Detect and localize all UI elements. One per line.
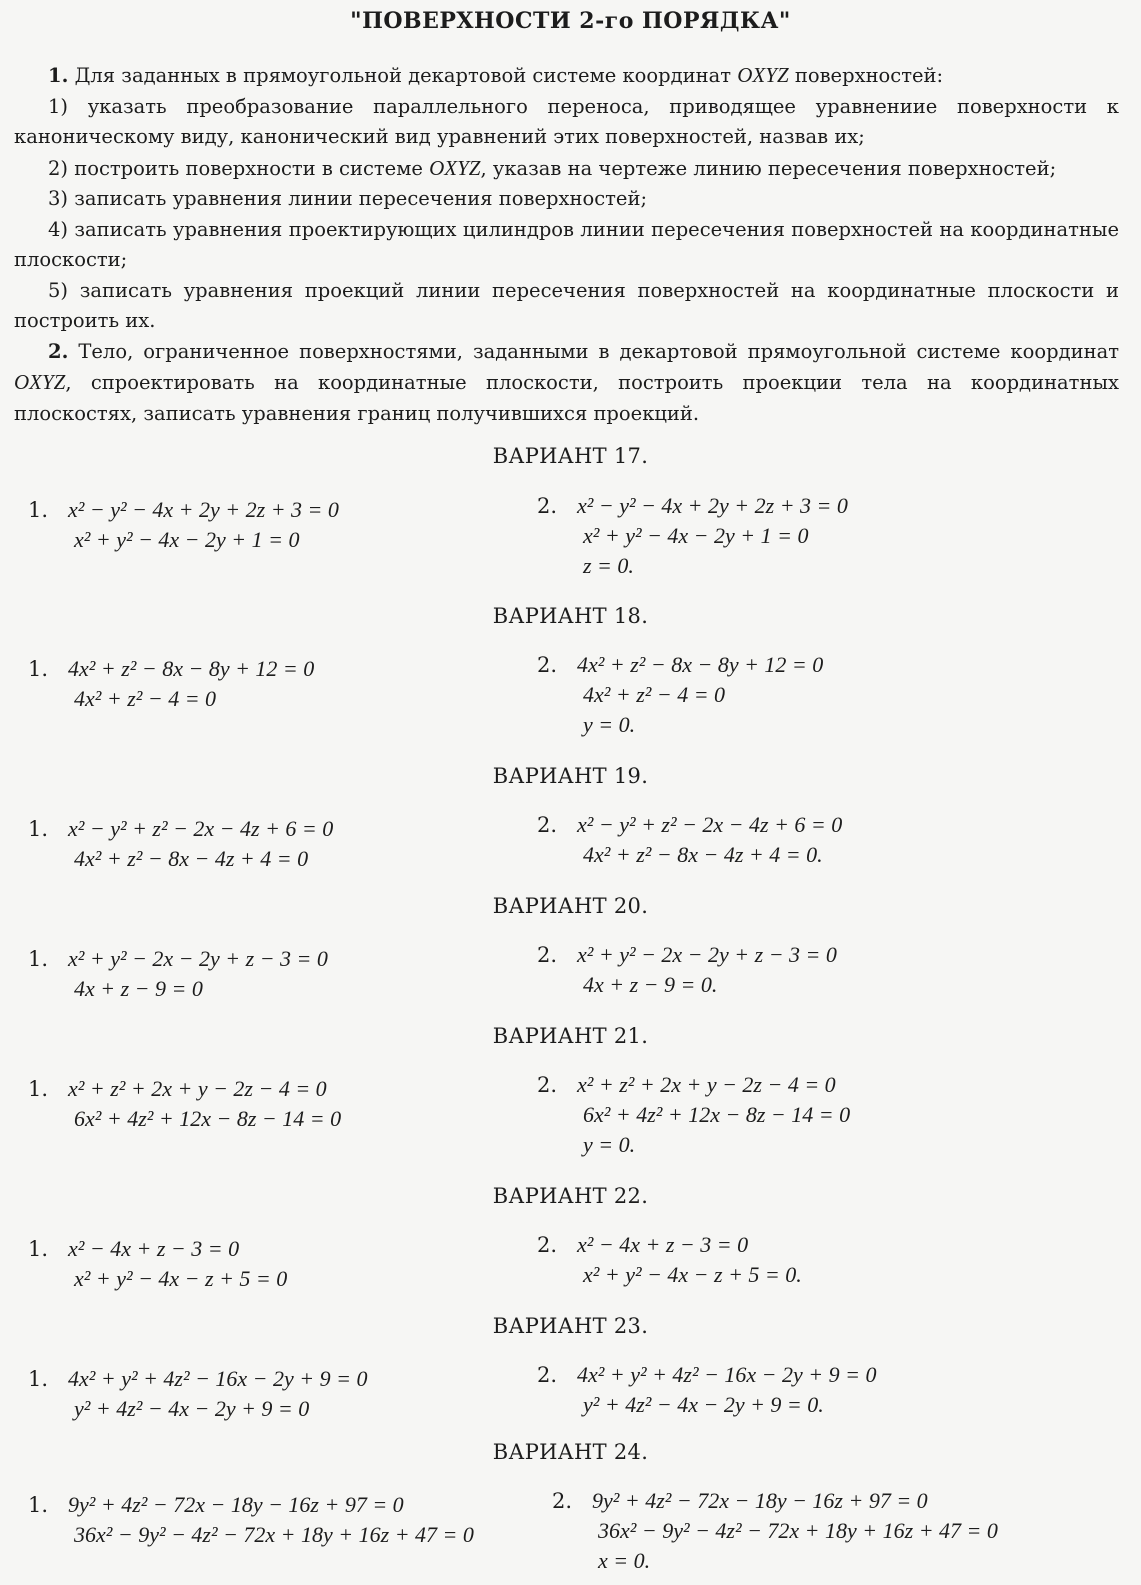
equation: 4x + z − 9 = 0 xyxy=(74,976,203,1001)
task2-text-a: Тело, ограниченное поверхностями, заданными в декартовой прямоугольной системе координат xyxy=(78,339,1119,363)
equation: x² + y² − 2x − 2y + z − 3 = 0 xyxy=(68,946,328,971)
equation: 4x² + z² − 8x − 8y + 12 = 0 xyxy=(577,652,824,677)
equation-system xyxy=(68,1490,474,1550)
task-number: 1. xyxy=(28,657,49,681)
task1-item-5: 5) записать уравнения проекций линии пересечения поверхностей на координатные плоскости и построить их. xyxy=(14,278,1119,332)
equation: 4x² + z² − 8x − 4z + 4 = 0. xyxy=(583,842,823,867)
task-number: 2. xyxy=(537,1233,558,1257)
task-number: 2. xyxy=(537,494,558,518)
variant-title: ВАРИАНТ 17. xyxy=(492,444,649,468)
task-number: 1. xyxy=(28,1237,49,1261)
task1-coords: OXYZ xyxy=(737,63,789,87)
equation-system xyxy=(577,491,848,581)
task2-text-b: , спроектировать на координатные плоскости, построить проекции тела на координатных плоскостях, записать уравнения границ получившихся проекций. xyxy=(14,371,1119,425)
equation: 4x² + z² − 8x − 4z + 4 = 0 xyxy=(74,846,309,871)
equation: 36x² − 9y² − 4z² − 72x + 18y + 16z + 47 = 0 xyxy=(74,1522,474,1547)
task1-lead-end: поверхностей: xyxy=(794,64,944,87)
task-number: 1. xyxy=(28,1493,49,1517)
equation-system xyxy=(577,1070,850,1160)
equation: x = 0. xyxy=(598,1548,651,1573)
task-number: 1. xyxy=(28,1077,49,1101)
equation: y² + 4z² − 4x − 2y + 9 = 0. xyxy=(583,1392,824,1417)
task-number: 2. xyxy=(537,653,558,677)
task-number: 2. xyxy=(537,1363,558,1387)
equation: x² − y² + z² − 2x − 4z + 6 = 0 xyxy=(68,816,334,841)
equation: x² − y² − 4x + 2y + 2z + 3 = 0 xyxy=(68,497,339,522)
equation-system xyxy=(68,1364,367,1424)
equation-system xyxy=(577,1360,876,1420)
equation: 9y² + 4z² − 72x − 18y − 16z + 97 = 0 xyxy=(592,1488,928,1513)
equation: 6x² + 4z² + 12x − 8z − 14 = 0 xyxy=(583,1102,851,1127)
variant-title: ВАРИАНТ 19. xyxy=(492,764,649,788)
equation: x² + z² + 2x + y − 2z − 4 = 0 xyxy=(68,1076,327,1101)
instructions xyxy=(14,60,1119,429)
equation-system xyxy=(68,654,314,714)
task1-lead xyxy=(14,60,1119,92)
task1-item-1: 1) указать преобразование параллельного переноса, приводящее уравнениие поверхности к каноническому виду, канонический вид уравнений этих поверхностей, назвав их; xyxy=(14,94,1119,148)
equation: x² + y² − 4x − z + 5 = 0 xyxy=(74,1266,288,1291)
equation-system xyxy=(68,495,339,555)
equation: x² + y² − 4x − 2y + 1 = 0 xyxy=(74,527,300,552)
equation: x² + z² + 2x + y − 2z − 4 = 0 xyxy=(577,1072,836,1097)
equation: x² − y² − 4x + 2y + 2z + 3 = 0 xyxy=(577,493,848,518)
equation: z = 0. xyxy=(583,553,634,578)
task-number: 1. xyxy=(28,498,49,522)
equation-system xyxy=(68,814,333,874)
equation: x² + y² − 2x − 2y + z − 3 = 0 xyxy=(577,942,837,967)
equation-system xyxy=(577,940,837,1000)
task-number: 2. xyxy=(552,1489,573,1513)
equation: 4x² + z² − 4 = 0 xyxy=(74,686,217,711)
variant-title: ВАРИАНТ 21. xyxy=(492,1024,649,1048)
variant-title: ВАРИАНТ 24. xyxy=(492,1440,649,1464)
equation: 4x² + z² − 4 = 0 xyxy=(583,682,726,707)
equation-system xyxy=(577,650,823,740)
equation: y² + 4z² − 4x − 2y + 9 = 0 xyxy=(74,1396,310,1421)
task-number: 2. xyxy=(537,943,558,967)
variant-title: ВАРИАНТ 18. xyxy=(492,604,649,628)
variant-title: ВАРИАНТ 20. xyxy=(492,894,649,918)
task1-item-2 xyxy=(14,153,1119,185)
equation: 4x + z − 9 = 0. xyxy=(583,972,718,997)
equation: x² + y² − 4x − 2y + 1 = 0 xyxy=(583,523,809,548)
equation-system xyxy=(577,1230,802,1290)
task2-coords: OXYZ xyxy=(14,370,66,394)
equation: 9y² + 4z² − 72x − 18y − 16z + 97 = 0 xyxy=(68,1492,404,1517)
equation-system xyxy=(68,944,328,1004)
equation: x² − 4x + z − 3 = 0 xyxy=(68,1236,240,1261)
equation: 4x² + y² + 4z² − 16x − 2y + 9 = 0 xyxy=(68,1366,368,1391)
page-title: "ПОВЕРХНОСТИ 2-го ПОРЯДКА" xyxy=(350,8,791,34)
equation: x² − y² + z² − 2x − 4z + 6 = 0 xyxy=(577,812,843,837)
task2-text xyxy=(14,337,1119,430)
equation: 4x² + z² − 8x − 8y + 12 = 0 xyxy=(68,656,315,681)
equation-system xyxy=(68,1234,287,1294)
task1-item-4: 4) записать уравнения проектирующих цилиндров линии пересечения поверхностей на координатные плоскости; xyxy=(14,217,1119,271)
task1-item-2-b: , указав на чертеже линию пересечения поверхностей; xyxy=(480,156,1057,180)
task1-number: 1. xyxy=(48,64,69,87)
task1-item-3: 3) записать уравнения линии пересечения поверхностей; xyxy=(48,187,648,210)
equation-system xyxy=(577,810,842,870)
equation-system xyxy=(68,1074,341,1134)
task-number: 1. xyxy=(28,817,49,841)
task2-number: 2. xyxy=(48,339,69,363)
task-number: 2. xyxy=(537,813,558,837)
equation: 6x² + 4z² + 12x − 8z − 14 = 0 xyxy=(74,1106,342,1131)
equation: x² − 4x + z − 3 = 0 xyxy=(577,1232,749,1257)
task-number: 1. xyxy=(28,947,49,971)
task-number: 1. xyxy=(28,1367,49,1391)
variant-title: ВАРИАНТ 22. xyxy=(492,1184,649,1208)
task1-lead-text: Для заданных в прямоугольной декартовой системе координат xyxy=(74,64,732,87)
equation: y = 0. xyxy=(583,712,636,737)
equation-system xyxy=(592,1486,998,1576)
equation: x² + y² − 4x − z + 5 = 0. xyxy=(583,1262,802,1287)
task1-item-2-coords: OXYZ xyxy=(429,155,481,180)
equation: 36x² − 9y² − 4z² − 72x + 18y + 16z + 47 = 0 xyxy=(598,1518,998,1543)
task1-item-2-a: 2) построить поверхности в системе xyxy=(48,156,423,180)
variant-title: ВАРИАНТ 23. xyxy=(492,1314,649,1338)
equation: 4x² + y² + 4z² − 16x − 2y + 9 = 0 xyxy=(577,1362,877,1387)
equation: y = 0. xyxy=(583,1132,636,1157)
task-number: 2. xyxy=(537,1073,558,1097)
